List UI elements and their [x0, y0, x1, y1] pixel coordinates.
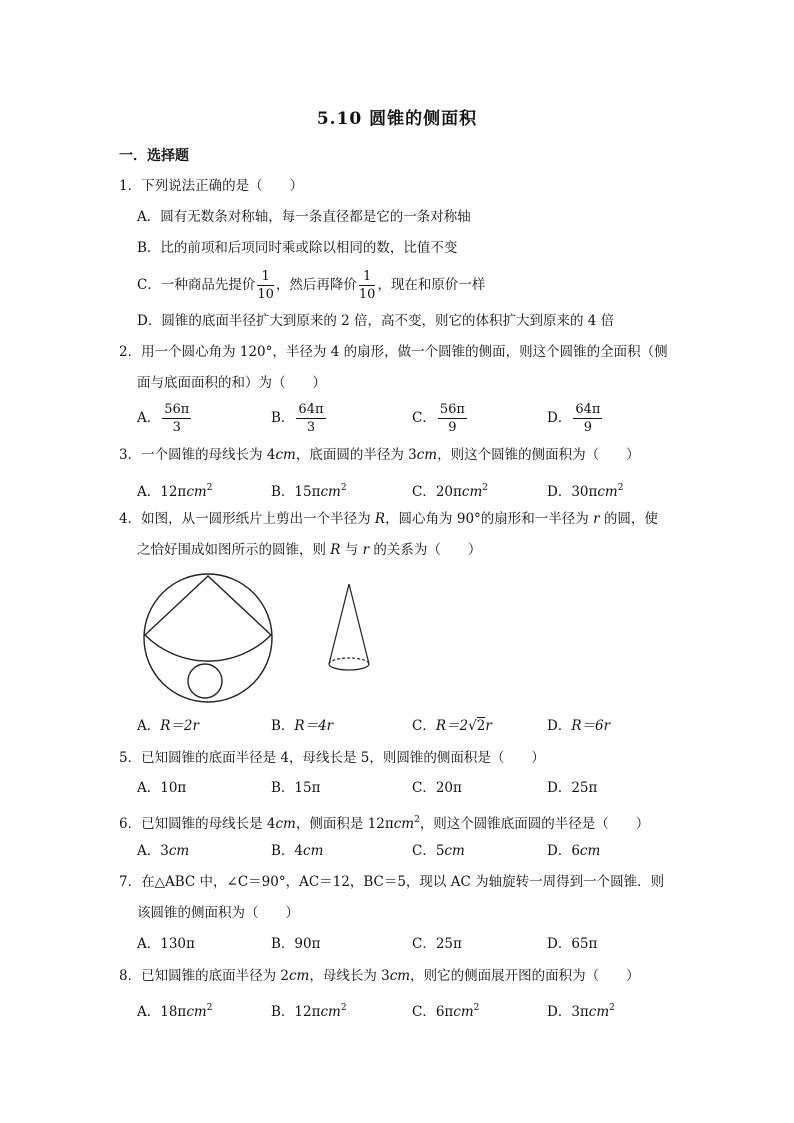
exponent: 2 [617, 483, 624, 493]
fraction [359, 270, 376, 301]
option-label: B． [271, 410, 295, 426]
option-value: C．5 [412, 843, 445, 859]
question-2-stem-line-2: 面与底面面积的和）为（ ） [137, 375, 326, 391]
exponent: 2 [340, 1003, 347, 1013]
question-7-option-d: D．65π [547, 936, 598, 952]
option-label: A． [137, 718, 161, 734]
exponent: 2 [206, 483, 213, 493]
exponent: 2 [482, 483, 488, 493]
stem-text: ，母线长为 3 [309, 968, 390, 984]
exponent: 2 [206, 1003, 213, 1013]
question-1-option-a: A．圆有无数条对称轴，每一条直径都是它的一条对称轴 [137, 209, 471, 225]
option-value: C．6π [412, 1004, 454, 1020]
option-label: C． [412, 718, 436, 734]
unit: cm [320, 484, 341, 500]
question-8-option-b [271, 998, 347, 1022]
fraction [438, 403, 467, 434]
question-6-option-c [412, 841, 465, 861]
option-label: D． [547, 410, 572, 426]
fraction-denominator: 10 [358, 287, 376, 302]
question-2-option-c [412, 403, 469, 434]
unit: cm [168, 843, 190, 859]
option-label: D． [547, 718, 572, 734]
option-expression: R＝2r [160, 718, 199, 734]
unit: cm [275, 816, 296, 832]
unit: cm [389, 968, 411, 984]
stem-text: 3．一个圆锥的母线长为 4 [119, 447, 276, 463]
question-5-option-b: B．15π [271, 780, 321, 796]
fraction-numerator: 64π [575, 402, 601, 417]
unit: cm [579, 843, 601, 859]
option-value: C．20π [412, 484, 462, 500]
variable-R: R [330, 542, 341, 558]
stem-text: ，则它的侧面展开图的面积为（ ） [410, 968, 640, 984]
question-3-option-a [137, 478, 212, 502]
unit: cm [186, 484, 207, 500]
question-2-stem-line-1: 2．用一个圆心角为 120°，半径为 4 的扇形，做一个圆锥的侧面，则这个圆锥的全面积（侧 [119, 344, 668, 360]
question-5-option-c: C．20π [412, 780, 462, 796]
stem-text: 8．已知圆锥的底面半径为 2 [119, 968, 289, 984]
question-8-option-a [137, 998, 212, 1022]
unit: cm [275, 447, 296, 463]
question-4-option-c [412, 716, 492, 736]
fraction [257, 270, 274, 301]
option-value: A．18π [137, 1004, 187, 1020]
stem-text: ，底面圆的半径为 3 [295, 447, 417, 463]
option-value: D．3π [547, 1004, 589, 1020]
question-1-option-b: B．比的前项和后项同时乘或除以相同的数，比值不变 [137, 240, 458, 256]
fraction-numerator: 64π [298, 402, 324, 417]
option-value: A．12π [137, 484, 187, 500]
cone-slant-left [329, 584, 349, 664]
question-5-option-d: D．25π [547, 780, 598, 796]
question-2-option-d [547, 403, 604, 434]
option-value: B．15π [271, 484, 321, 500]
small-circle [188, 664, 222, 698]
unit: cm [320, 1004, 341, 1020]
stem-text: ，圆心角为 90°的扇形和一半径为 [385, 511, 594, 527]
question-1-stem: 1．下列说法正确的是（ ） [119, 178, 304, 194]
question-4-stem-line-2 [137, 540, 481, 560]
question-7-option-a: A．130π [137, 936, 195, 952]
question-8-stem [119, 966, 640, 986]
option-label: A． [137, 410, 161, 426]
question-7-stem-line-2: 该圆锥的侧面积为（ ） [137, 905, 299, 921]
question-7-option-b: B．90π [271, 936, 321, 952]
stem-text: ，侧面积是 12π [295, 816, 394, 832]
question-6-option-b [271, 841, 323, 861]
question-5-stem: 5．已知圆锥的底面半径是 4，母线长是 5，则圆锥的侧面积是（ ） [119, 750, 545, 766]
question-2-option-b [271, 403, 328, 434]
question-3-option-c [412, 478, 488, 502]
fraction-numerator: 1 [257, 270, 274, 286]
stem-text: 之恰好围成如图所示的圆锥，则 [137, 542, 331, 558]
variable-R: R [374, 511, 386, 527]
fraction [296, 403, 325, 434]
unit: cm [444, 843, 465, 859]
option-label: C． [412, 410, 436, 426]
question-1-option-c-mid: ，然后再降价 [275, 277, 357, 293]
stem-text: ，则这个圆锥的侧面积为（ ） [437, 447, 640, 463]
exponent: 2 [473, 1003, 480, 1013]
radicand: 2 [476, 718, 486, 734]
question-6-option-a [137, 841, 189, 861]
question-1-option-c-post: ，现在和原价一样 [377, 277, 486, 293]
option-expression: R＝2 [435, 718, 469, 734]
question-6-stem [119, 810, 649, 834]
unit: cm [588, 1004, 610, 1020]
question-6-option-d [547, 841, 600, 861]
fraction-denominator: 3 [306, 420, 316, 435]
stem-text: 6．已知圆锥的母线长是 4 [119, 816, 276, 832]
stem-text: 4．如图，从一圆形纸片上剪出一个半径为 [119, 511, 375, 527]
outer-circle [144, 574, 272, 702]
unit: cm [303, 843, 324, 859]
fraction [162, 403, 191, 434]
option-expression: R＝4r [294, 718, 334, 734]
unit: cm [461, 484, 483, 500]
question-5-option-a: A．10π [137, 780, 187, 796]
option-value: B．4 [271, 843, 304, 859]
question-1-option-c-pre: C．一种商品先提价 [137, 277, 256, 293]
unit: cm [186, 1004, 207, 1020]
exponent: 2 [340, 483, 347, 493]
cone-slant-right [349, 584, 369, 664]
fraction-denominator: 3 [172, 420, 181, 435]
fraction-numerator: 56π [439, 402, 465, 417]
circle-sector-figure [140, 570, 276, 706]
question-2-option-a [137, 403, 193, 434]
question-8-option-c [412, 998, 479, 1022]
section-heading: 一．选择题 [119, 148, 189, 164]
question-4-stem-line-1 [119, 509, 658, 529]
page-title: 5.10 圆锥的侧面积 [316, 109, 478, 129]
exponent: 2 [609, 1003, 615, 1013]
question-1-option-c [137, 270, 485, 301]
option-label: B． [271, 718, 295, 734]
stem-text: 的关系为（ ） [369, 542, 482, 558]
stem-text: 与 [340, 542, 363, 558]
cone-figure [325, 580, 375, 680]
fraction [573, 403, 602, 434]
cone-base-front [329, 664, 369, 670]
question-4-option-b [271, 716, 333, 736]
option-expression: r [485, 718, 492, 734]
question-4-option-d [547, 716, 610, 736]
fraction-denominator: 10 [257, 287, 274, 302]
sector-outline [145, 576, 271, 661]
fraction-numerator: 56π [164, 402, 190, 417]
question-3-option-b [271, 478, 347, 502]
option-value: B．12π [271, 1004, 321, 1020]
question-3-stem [119, 445, 640, 465]
stem-text: 的圆，使 [599, 511, 658, 527]
variable-r: r [593, 511, 600, 527]
question-7-option-c: C．25π [412, 936, 462, 952]
option-value: D．6 [547, 843, 580, 859]
option-expression: R＝6r [571, 718, 611, 734]
option-value: A．3 [137, 843, 169, 859]
question-7-stem-line-1: 7．在△ABC 中，∠C＝90°，AC＝12，BC＝5，现以 AC 为轴旋转一周得到一个圆锥．则 [119, 874, 665, 890]
unit: cm [393, 816, 415, 832]
variable-r: r [362, 542, 370, 558]
unit: cm [416, 447, 438, 463]
fraction-denominator: 9 [448, 420, 457, 435]
square-root-sign: √ [468, 718, 477, 734]
question-3-option-d [547, 478, 623, 502]
fraction-denominator: 9 [583, 420, 593, 435]
fraction-numerator: 1 [359, 270, 376, 286]
unit: cm [597, 484, 618, 500]
question-1-option-d: D．圆锥的底面半径扩大到原来的 2 倍，高不变，则它的体积扩大到原来的 4 倍 [137, 313, 615, 329]
unit: cm [288, 968, 310, 984]
exponent: 2 [414, 815, 420, 825]
unit: cm [453, 1004, 474, 1020]
question-8-option-d [547, 998, 615, 1022]
cone-base-back [329, 658, 369, 664]
stem-text: ，则这个圆锥底面圆的半径是（ ） [419, 816, 650, 832]
option-value: D．30π [547, 484, 598, 500]
question-4-option-a [137, 716, 199, 736]
